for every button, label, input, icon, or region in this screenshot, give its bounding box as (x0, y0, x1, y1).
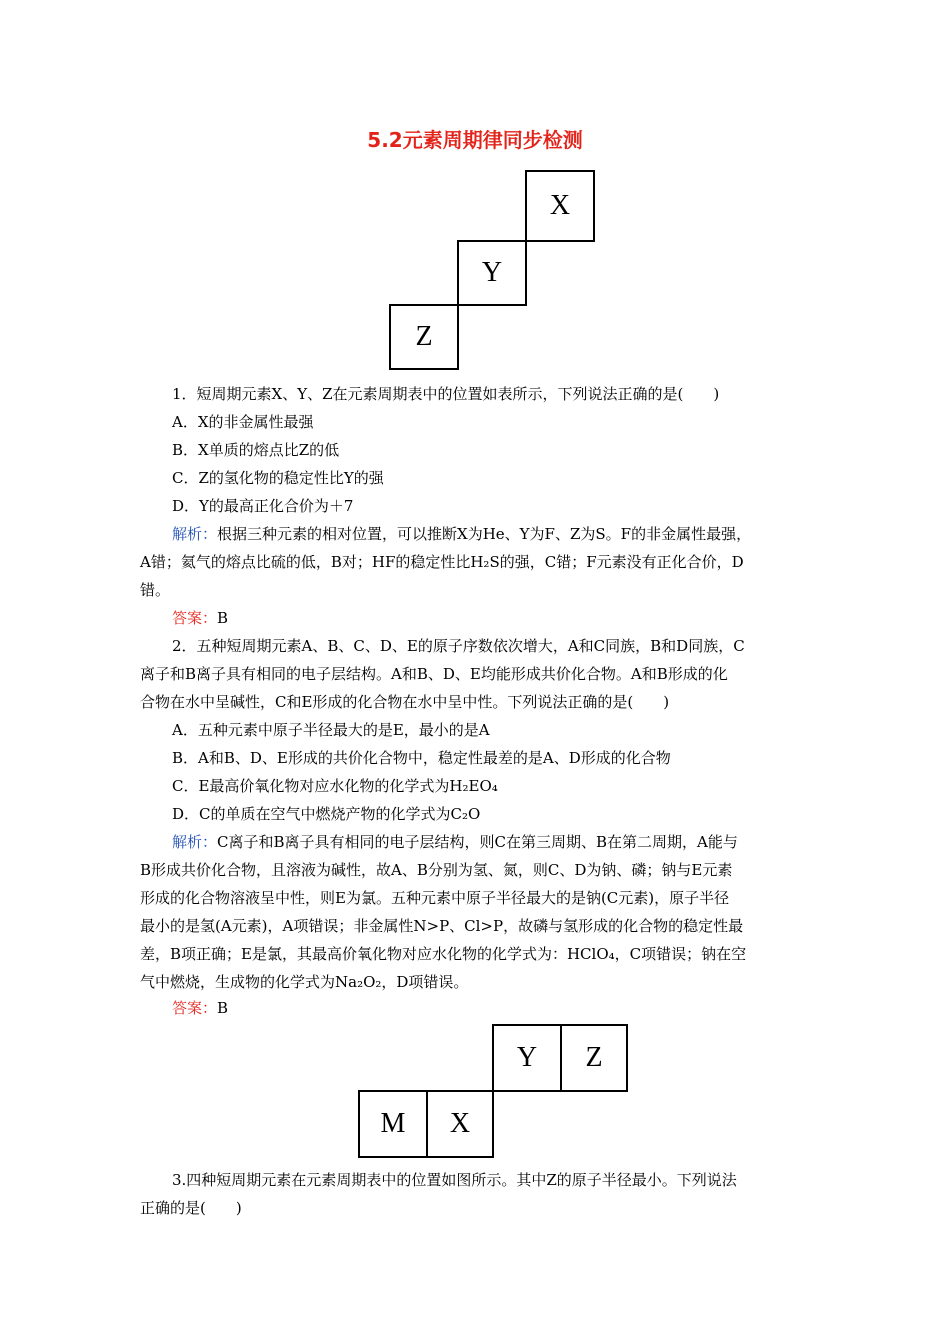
answer-label: 答案： (172, 609, 218, 627)
question-2-option-d: D．C的单质在空气中燃烧产物的化学式为C₂O (172, 805, 481, 823)
question-1-option-a: A．X的非金属性最强 (172, 413, 314, 431)
question-2-stem-line-3: 合物在水中呈碱性，C和E形成的化合物在水中呈中性。下列说法正确的是( ) (140, 693, 670, 711)
question-2-option-b: B．A和B、D、E形成的共价化合物中，稳定性最差的是A、D形成的化合物 (172, 749, 671, 767)
analysis-text: C离子和B离子具有相同的电子层结构，则C在第三周期、B在第二周期，A能与 (217, 833, 738, 851)
question-2-option-c: C．E最高价氧化物对应水化物的化学式为H₂EO₄ (172, 777, 498, 795)
question-1-option-b: B．X单质的熔点比Z的低 (172, 441, 340, 459)
page-title: 5.2元素周期律同步检测 (367, 128, 583, 152)
question-2-analysis-line-1 (172, 828, 822, 856)
question-1-analysis-line-3: 错。 (140, 581, 171, 599)
question-1-answer (172, 604, 822, 632)
element-cell-y: Y (492, 1024, 562, 1092)
question-3-stem-line-2: 正确的是( ) (140, 1199, 242, 1217)
question-2-analysis-line-5: 差，B项正确；E是氯，其最高价氧化物对应水化物的化学式为：HClO₄，C项错误；钠在空 (140, 945, 747, 963)
analysis-label: 解析： (172, 833, 218, 851)
question-3-stem-line-1: 3.四种短周期元素在元素周期表中的位置如图所示。其中Z的原子半径最小。下列说法 (172, 1171, 737, 1189)
question-1-analysis-line-1 (172, 520, 822, 548)
element-cell-x: X (525, 170, 595, 242)
element-cell-m: M (358, 1090, 428, 1158)
question-2-answer (172, 994, 822, 1022)
analysis-label: 解析： (172, 525, 218, 543)
question-2-analysis-line-3: 形成的化合物溶液呈中性，则E为氯。五种元素中原子半径最大的是钠(C元素)，原子半径 (140, 889, 730, 907)
question-1-option-c: C．Z的氢化物的稳定性比Y的强 (172, 469, 384, 487)
element-cell-z: Z (389, 304, 459, 370)
question-1-stem: 1．短周期元素X、Y、Z在元素周期表中的位置如表所示，下列说法正确的是( ) (172, 385, 720, 403)
question-2-stem-line-1: 2．五种短周期元素A、B、C、D、E的原子序数依次增大，A和C同族，B和D同族，C (172, 637, 745, 655)
question-2-analysis-line-4: 最小的是氢(A元素)，A项错误；非金属性N>P、Cl>P，故磷与氢形成的化合物的稳定性最 (140, 917, 744, 935)
analysis-text: 根据三种元素的相对位置，可以推断X为He、Y为F、Z为S。F的非金属性最强， (217, 525, 752, 543)
element-cell-y: Y (457, 240, 527, 306)
element-cell-x: X (426, 1090, 494, 1158)
question-2-stem-line-2: 离子和B离子具有相同的电子层结构。A和B、D、E均能形成共价化合物。A和B形成的化 (140, 665, 728, 683)
answer-value: B (217, 609, 229, 627)
question-2-analysis-line-6: 气中燃烧，生成物的化学式为Na₂O₂，D项错误。 (140, 973, 469, 991)
question-1-option-d: D．Y的最高正化合价为＋7 (172, 497, 354, 515)
question-1-analysis-line-2: A错；氦气的熔点比硫的低，B对；HF的稳定性比H₂S的强，C错；F元素没有正化合价，D (140, 553, 744, 571)
answer-value: B (217, 999, 229, 1017)
question-2-analysis-line-2: B形成共价化合物，且溶液为碱性，故A、B分别为氢、氮，则C、D为钠、磷；钠与E元素 (140, 861, 733, 879)
question-2-option-a: A．五种元素中原子半径最大的是E，最小的是A (172, 721, 490, 739)
answer-label: 答案： (172, 999, 218, 1017)
element-cell-z: Z (560, 1024, 628, 1092)
